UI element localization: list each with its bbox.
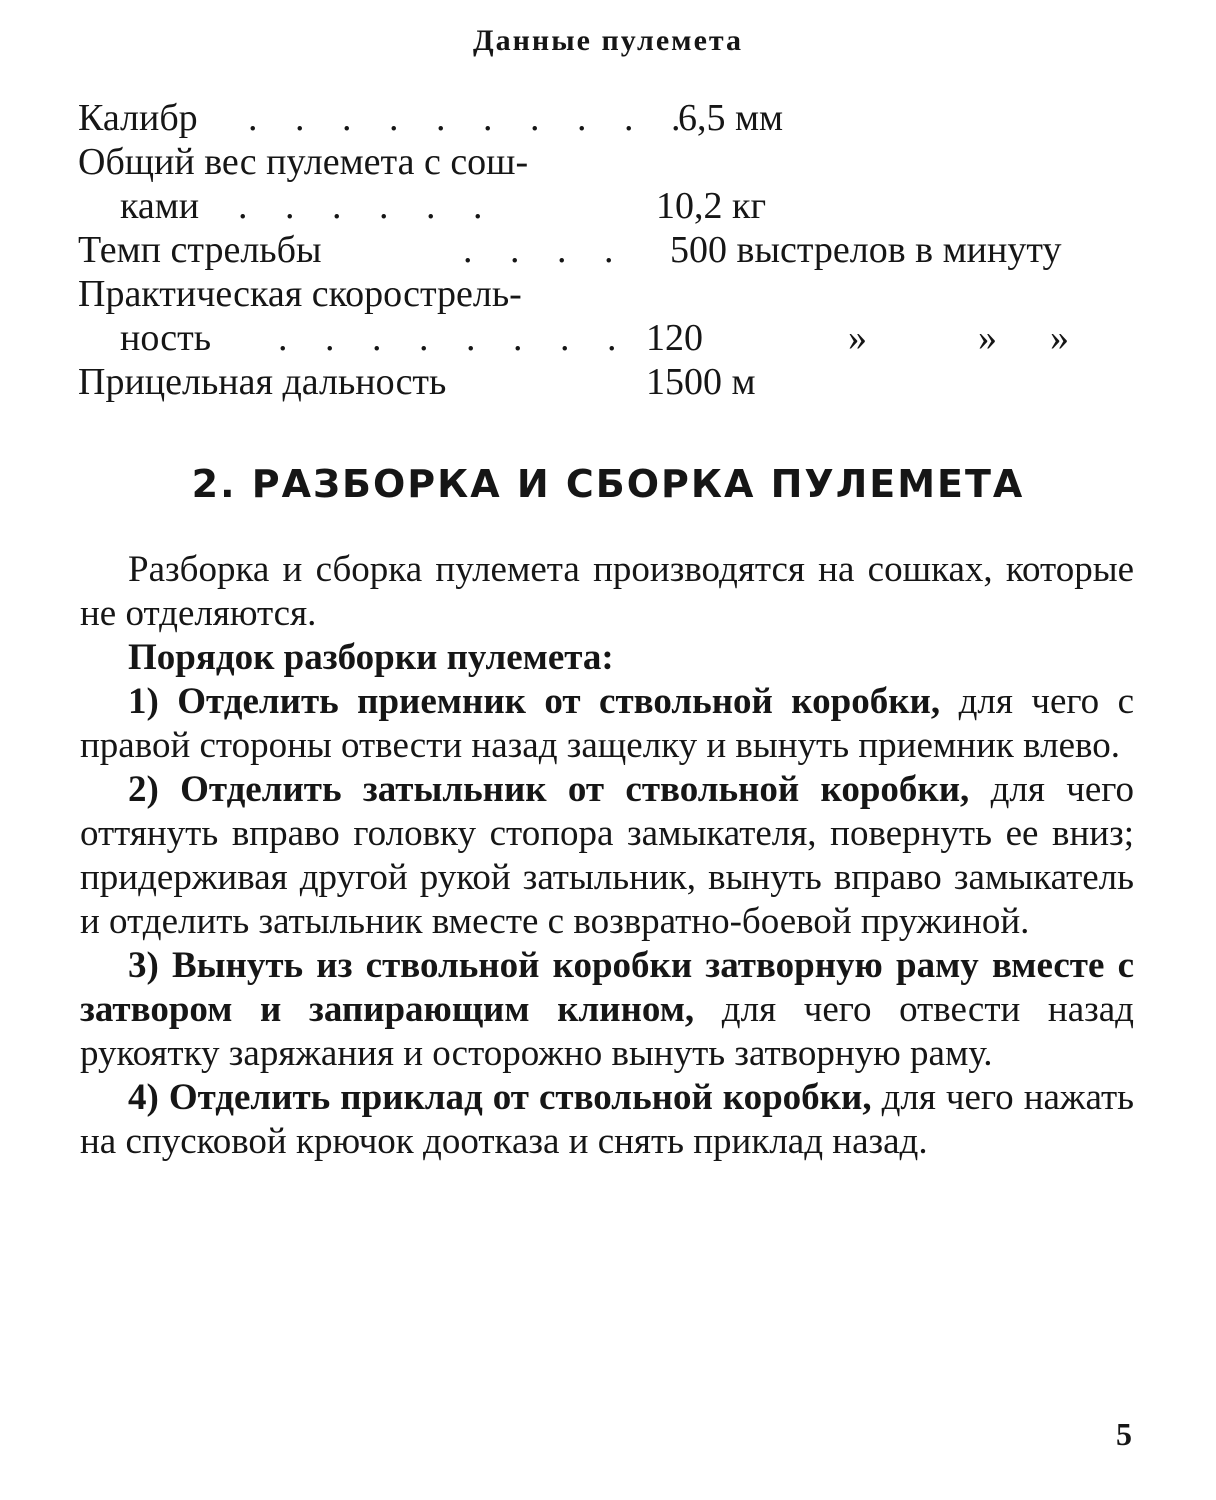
spec-label: ность — [120, 317, 212, 359]
leader-dots: . . . . . . . . — [278, 317, 631, 359]
machine-gun-specs — [78, 96, 1178, 404]
page-number: 5 — [1116, 1416, 1132, 1452]
spec-practical-rate-line2 — [78, 316, 1178, 360]
spec-value: 120 — [646, 317, 703, 359]
spec-label: Прицельная дальность — [78, 361, 447, 403]
spec-value: 10,2 кг — [656, 185, 767, 227]
spec-label: Калибр — [78, 97, 198, 139]
step-paragraph — [80, 680, 1134, 768]
step-heading: 1) Отделить приемник от ствольной коробки, — [128, 681, 941, 722]
procedure-subheading: Порядок разборки пулемета: — [128, 637, 614, 678]
step-paragraph — [80, 1076, 1134, 1164]
step-heading: 2) Отделить затыльник от ствольной коробки, — [128, 769, 970, 810]
spec-range — [78, 360, 1178, 404]
step-text: для чего нажать на спусковой крючок доотказа и снять приклад назад. — [80, 1077, 1134, 1162]
spec-weight-line1 — [78, 140, 1178, 184]
ditto-mark: » — [978, 317, 997, 359]
ditto-mark: » — [848, 317, 867, 359]
spec-rate — [78, 228, 1178, 272]
running-header: Данные пулемета — [473, 24, 743, 57]
step-text: для чего оттянуть вправо головку стопора замыкателя, повернуть ее вниз; придерживая другой рукой затыльник, вынуть вправо замыкатель и отделить затыльник вместе с возвратно-боевой пружиной. — [80, 769, 1134, 942]
section-title: 2. РАЗБОРКА И СБОРКА ПУЛЕМЕТА — [191, 462, 1025, 506]
leader-dots: . . . . . . — [238, 185, 497, 227]
step-paragraph — [80, 944, 1134, 1076]
spec-label: Темп стрельбы — [78, 229, 322, 271]
step-text: для чего с правой стороны отвести назад защелку и вынуть приемник влево. — [80, 681, 1134, 766]
spec-value: 500 выстрелов в минуту — [670, 229, 1062, 271]
spec-practical-rate-line1 — [78, 272, 1178, 316]
spec-value: 1500 м — [646, 361, 756, 403]
spec-caliber — [78, 96, 1178, 140]
spec-weight-line2 — [78, 184, 1178, 228]
ditto-mark: » — [1050, 317, 1069, 359]
leader-dots: . . . . — [463, 229, 628, 271]
spec-value: 6,5 мм — [678, 97, 784, 139]
intro-paragraph: Разборка и сборка пулемета производятся на сошках, которые не отделяются. — [80, 549, 1134, 634]
spec-label: Общий вес пулемета с сош- — [78, 141, 529, 183]
leader-dots: . . . . . . . . . . — [248, 97, 695, 139]
step-paragraph — [80, 768, 1134, 944]
step-heading: 3) Вынуть из ствольной коробки затворную раму вместе с затвором и запирающим клином, — [80, 945, 1134, 1030]
spec-label: Практическая скорострель- — [78, 273, 522, 315]
section-body — [80, 548, 1134, 1164]
step-heading: 4) Отделить приклад от ствольной коробки, — [128, 1077, 872, 1118]
step-text: для чего отвести назад рукоятку заряжания и осторожно вынуть затворную раму. — [80, 989, 1135, 1074]
spec-label: ками — [120, 185, 200, 227]
